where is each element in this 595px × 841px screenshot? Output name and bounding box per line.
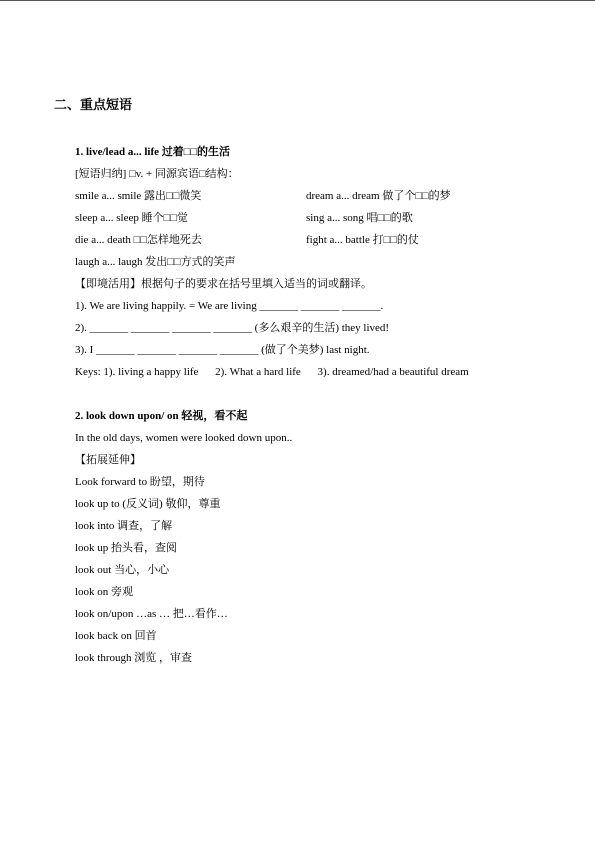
answer-key: 3). dreamed/had a beautiful dream (317, 366, 469, 378)
exercise-instruction: 【即境活用】根据句子的要求在括号里填入适当的词或翻译。 (75, 278, 372, 290)
pair-left: sleep a... sleep 睡个□□觉 (75, 212, 188, 224)
pair-left: die a... death □□怎样地死去 (75, 234, 202, 246)
extension-heading: 【拓展延伸】 (75, 454, 141, 466)
exercise-item: 2). _______ _______ _______ _______ (多么艰辛的生活) they lived! (75, 322, 390, 334)
exercise-item: 3). I _______ _______ _______ _______ (做了个美梦) last night. (75, 344, 370, 356)
look-phrase: look on 旁观 (75, 586, 134, 598)
section-heading: 二、重点短语 (54, 98, 133, 113)
look-phrase: look up to (反义词) 敬仰，尊重 (75, 498, 221, 510)
pair-left: smile a... smile 露出□□微笑 (75, 190, 202, 202)
look-phrase: look on/upon …as … 把…看作… (75, 608, 228, 620)
pair-right: fight a... battle 打□□的仗 (306, 234, 419, 246)
phrase-1-summary-note: [短语归纳] □v. + 同源宾语□结构： (75, 168, 239, 180)
phrase-2-example: In the old days, women were looked down upon.. (75, 432, 293, 444)
look-phrase: look through 浏览 ，审查 (75, 652, 193, 664)
look-phrase: look out 当心，小心 (75, 564, 170, 576)
laugh-phrase: laugh a... laugh 发出□□方式的笑声 (75, 256, 236, 268)
look-phrase: look back on 回首 (75, 630, 157, 642)
look-phrase: look up 抬头看，查阅 (75, 542, 178, 554)
exercise-item: 1). We are living happily. = We are living _______ _______ _______. (75, 300, 384, 312)
look-phrase: Look forward to 盼望，期待 (75, 476, 205, 488)
pair-right: sing a... song 唱□□的歌 (306, 212, 413, 224)
phrase-2-title: 2. look down upon/ on 轻视，看不起 (75, 410, 248, 422)
top-border-line (0, 0, 595, 1)
phrase-1-title: 1. live/lead a... life 过着□□的生活 (75, 146, 231, 158)
answer-keys (75, 365, 469, 379)
pair-right: dream a... dream 做了个□□的梦 (306, 190, 451, 202)
answer-key: Keys: 1). living a happy life (75, 366, 199, 378)
look-phrase: look into 调查，了解 (75, 520, 173, 532)
answer-key: 2). What a hard life (215, 366, 301, 378)
